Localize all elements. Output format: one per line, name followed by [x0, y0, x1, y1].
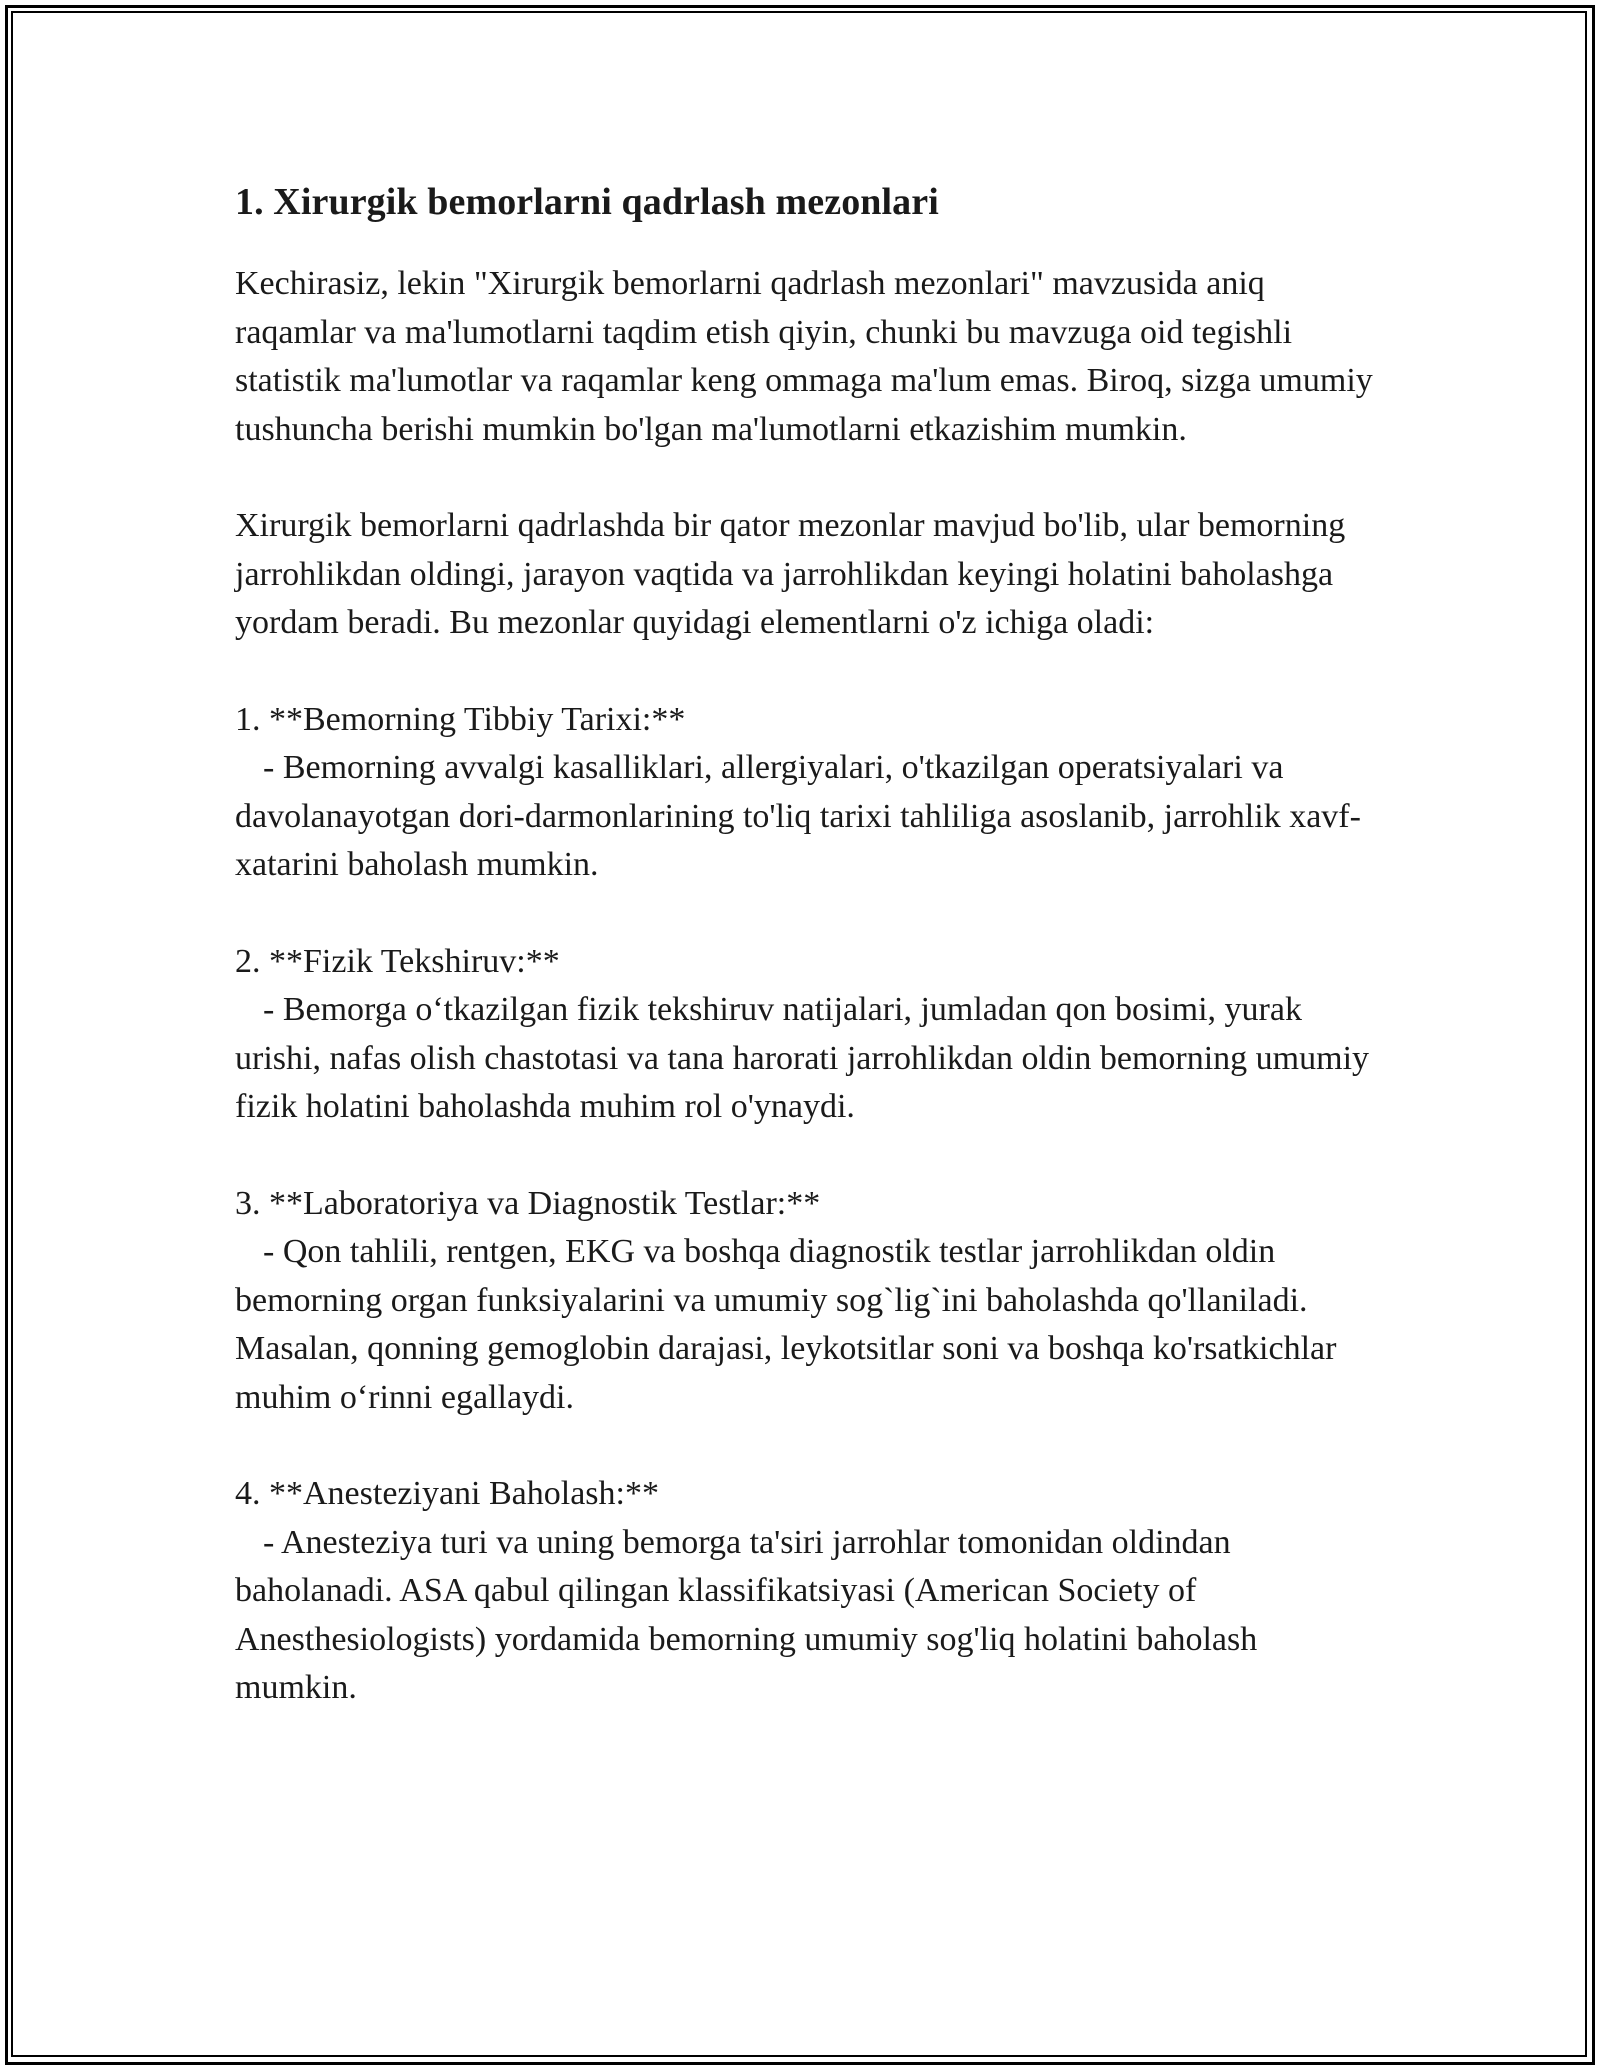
- list-item-description: - Qon tahlili, rentgen, EKG va boshqa diagnostik testlar jarrohlikdan oldin bemorning organ funksiyalarini va umumiy sog`lig`ini baholashda qo'llaniladi. Masalan, qonning gemoglobin darajasi, leykotsitlar soni va boshqa ko'rsatkichlar muhim o‘rinni egallaydi.: [235, 1233, 1337, 1416]
- document-body: [235, 178, 1375, 1761]
- section-heading: 1. Xirurgik bemorlarni qadrlash mezonlari: [235, 181, 939, 223]
- list-item-lab-tests: [235, 1180, 1375, 1423]
- list-item-title: 2. **Fizik Tekshiruv:**: [235, 942, 560, 980]
- list-item-title: 4. **Anesteziyani Baholash:**: [235, 1475, 659, 1512]
- list-item-description: - Bemorga o‘tkazilgan fizik tekshiruv natijalari, jumladan qon bosimi, yurak urishi, nafas olish chastotasi va tana harorati jarrohlikdan oldin bemorning umumiy fizik holatini baholashda muhim rol o'ynaydi.: [235, 991, 1370, 1125]
- intro-paragraph: Kechirasiz, lekin "Xirurgik bemorlarni qadrlash mezonlari" mavzusida aniq raqamlar va ma'lumotlarni taqdim etish qiyin, chunki bu mavzuga oid tegishli statistik ma'lumotlar va raqamlar keng ommaga ma'lum emas. Biroq, sizga umumiy tushuncha berishi mumkin bo'lgan ma'lumotlarni etkazishim mumkin.: [235, 265, 1373, 448]
- list-item-medical-history: [235, 696, 1375, 890]
- list-item-anesthesia: [235, 1470, 1375, 1713]
- list-item-description: - Anesteziya turi va uning bemorga ta'siri jarrohlar tomonidan oldindan baholanadi. ASA qabul qilingan klassifikatsiyasi (American Society of Anesthesiologists) yordamida bemorning umumiy sog'liq holatini baholash mumkin.: [235, 1523, 1258, 1706]
- list-item-title: 1. **Bemorning Tibbiy Tarixi:**: [235, 700, 686, 738]
- list-item-physical-exam: [235, 938, 1375, 1132]
- list-item-title: 3. **Laboratoriya va Diagnostik Testlar:**: [235, 1184, 821, 1222]
- list-item-description: - Bemorning avvalgi kasalliklari, allergiyalari, o'tkazilgan operatsiyalari va davolanayotgan dori-darmonlarining to'liq tarixi tahliliga asoslanib, jarrohlik xavf-xatarini baholash mumkin.: [235, 749, 1361, 883]
- criteria-overview-paragraph: Xirurgik bemorlarni qadrlashda bir qator mezonlar mavjud bo'lib, ular bemorning jarrohlikdan oldingi, jarayon vaqtida va jarrohlikdan keyingi holatini baholashga yordam beradi. Bu mezonlar quyidagi elementlarni o'z ichiga oladi:: [235, 507, 1346, 641]
